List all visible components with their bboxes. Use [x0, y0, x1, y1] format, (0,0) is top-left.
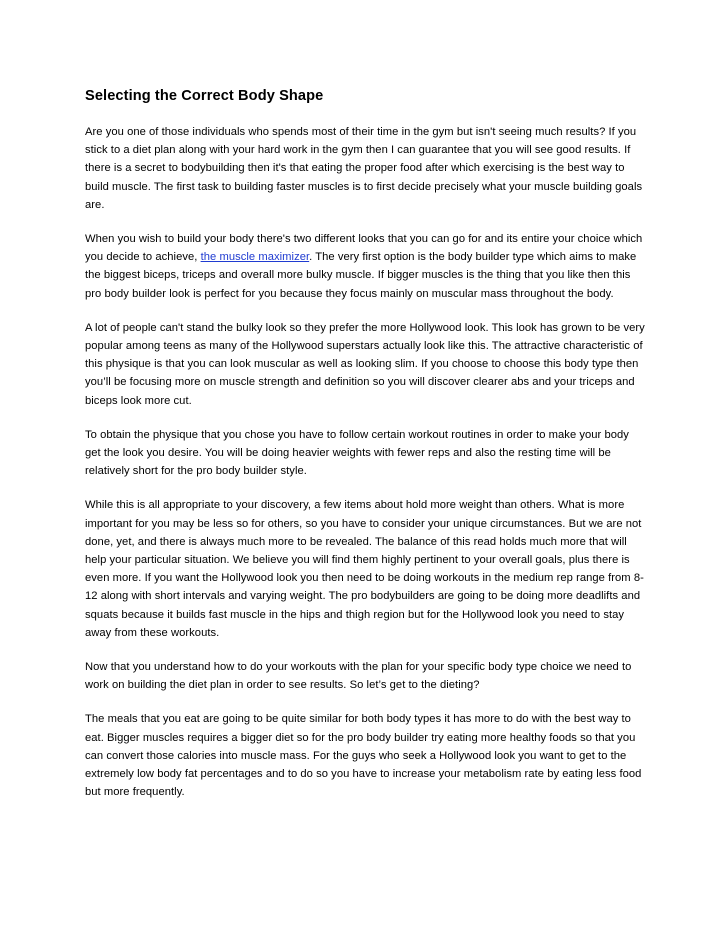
paragraph-1: Are you one of those individuals who spends most of their time in the gym but isn't seeing much results? If you stick to a diet plan along with your hard work in the gym then I can guarantee that you will see good results. If there is a secret to bodybuilding then it's that eating the proper food after which exercising is the best way to build muscle. The first task to building faster muscles is to first decide precisely what your muscle building goals are.	[85, 126, 643, 211]
paragraph-2	[85, 230, 645, 303]
paragraph-2-before: When you wish to build your body there's two different looks that you can go for and its entire your choice which you decide to achieve,	[85, 233, 643, 264]
paragraph-4: To obtain the physique that you chose you have to follow certain workout routines in order to make your body get the look you desire. You will be doing heavier weights with fewer reps and also the resting time will be relatively short for the pro body builder style.	[85, 428, 629, 478]
paragraph-3: A lot of people can't stand the bulky look so they prefer the more Hollywood look. This look has grown to be very popular among teens as many of the Hollywood superstars actually look like this. The attractive characteristic of this physique is that you can look muscular as well as looking slim. If you choose to choose this body type then you’ll be focusing more on muscle strength and definition so you will discover clearer abs and your triceps and biceps look more cut.	[85, 321, 645, 407]
document-page	[85, 86, 645, 818]
paragraph-2-after: . The very first option is the body builder type which aims to make the biggest biceps, triceps and overall more bulky muscle. If bigger muscles is the thing that you like then this pro body builder look is perfect for you because they focus mainly on muscular mass throughout the body.	[85, 251, 637, 300]
paragraph-7: The meals that you eat are going to be quite similar for both body types it has more to do with the best way to eat. Bigger muscles requires a bigger diet so for the pro body builder try eating more healthy foods so that you can convert those calories into muscle mass. For the guys who seek a Hollywood look you want to get to the extremely low body fat percentages and to do so you have to increase your metabolism rate by eating less food but more frequently.	[85, 713, 642, 799]
paragraph-5: While this is all appropriate to your discovery, a few items about hold more weight than others. What is more important for you may be less so for others, so you have to consider your unique circumstances. But we are not done, yet, and there is always much more to be revealed. The balance of this read holds much more that will help your particular situation. We believe you will find them highly pertinent to your overall goals, plus there is even more. If you want the Hollywood look you then need to be doing workouts in the medium rep range from 8-12 along with short intervals and varying weight. The pro bodybuilders are going to be doing more deadlifts and squats because it builds fast muscle in the hips and thigh region but for the Hollywood look you need to stay away from these workouts.	[85, 499, 644, 639]
paragraph-6: Now that you understand how to do your workouts with the plan for your specific body type choice we need to work on building the diet plan in order to see results. So let’s get to the dieting?	[85, 661, 632, 692]
document-title: Selecting the Correct Body Shape	[85, 88, 324, 104]
muscle-maximizer-link[interactable]: the muscle maximizer	[200, 251, 310, 264]
